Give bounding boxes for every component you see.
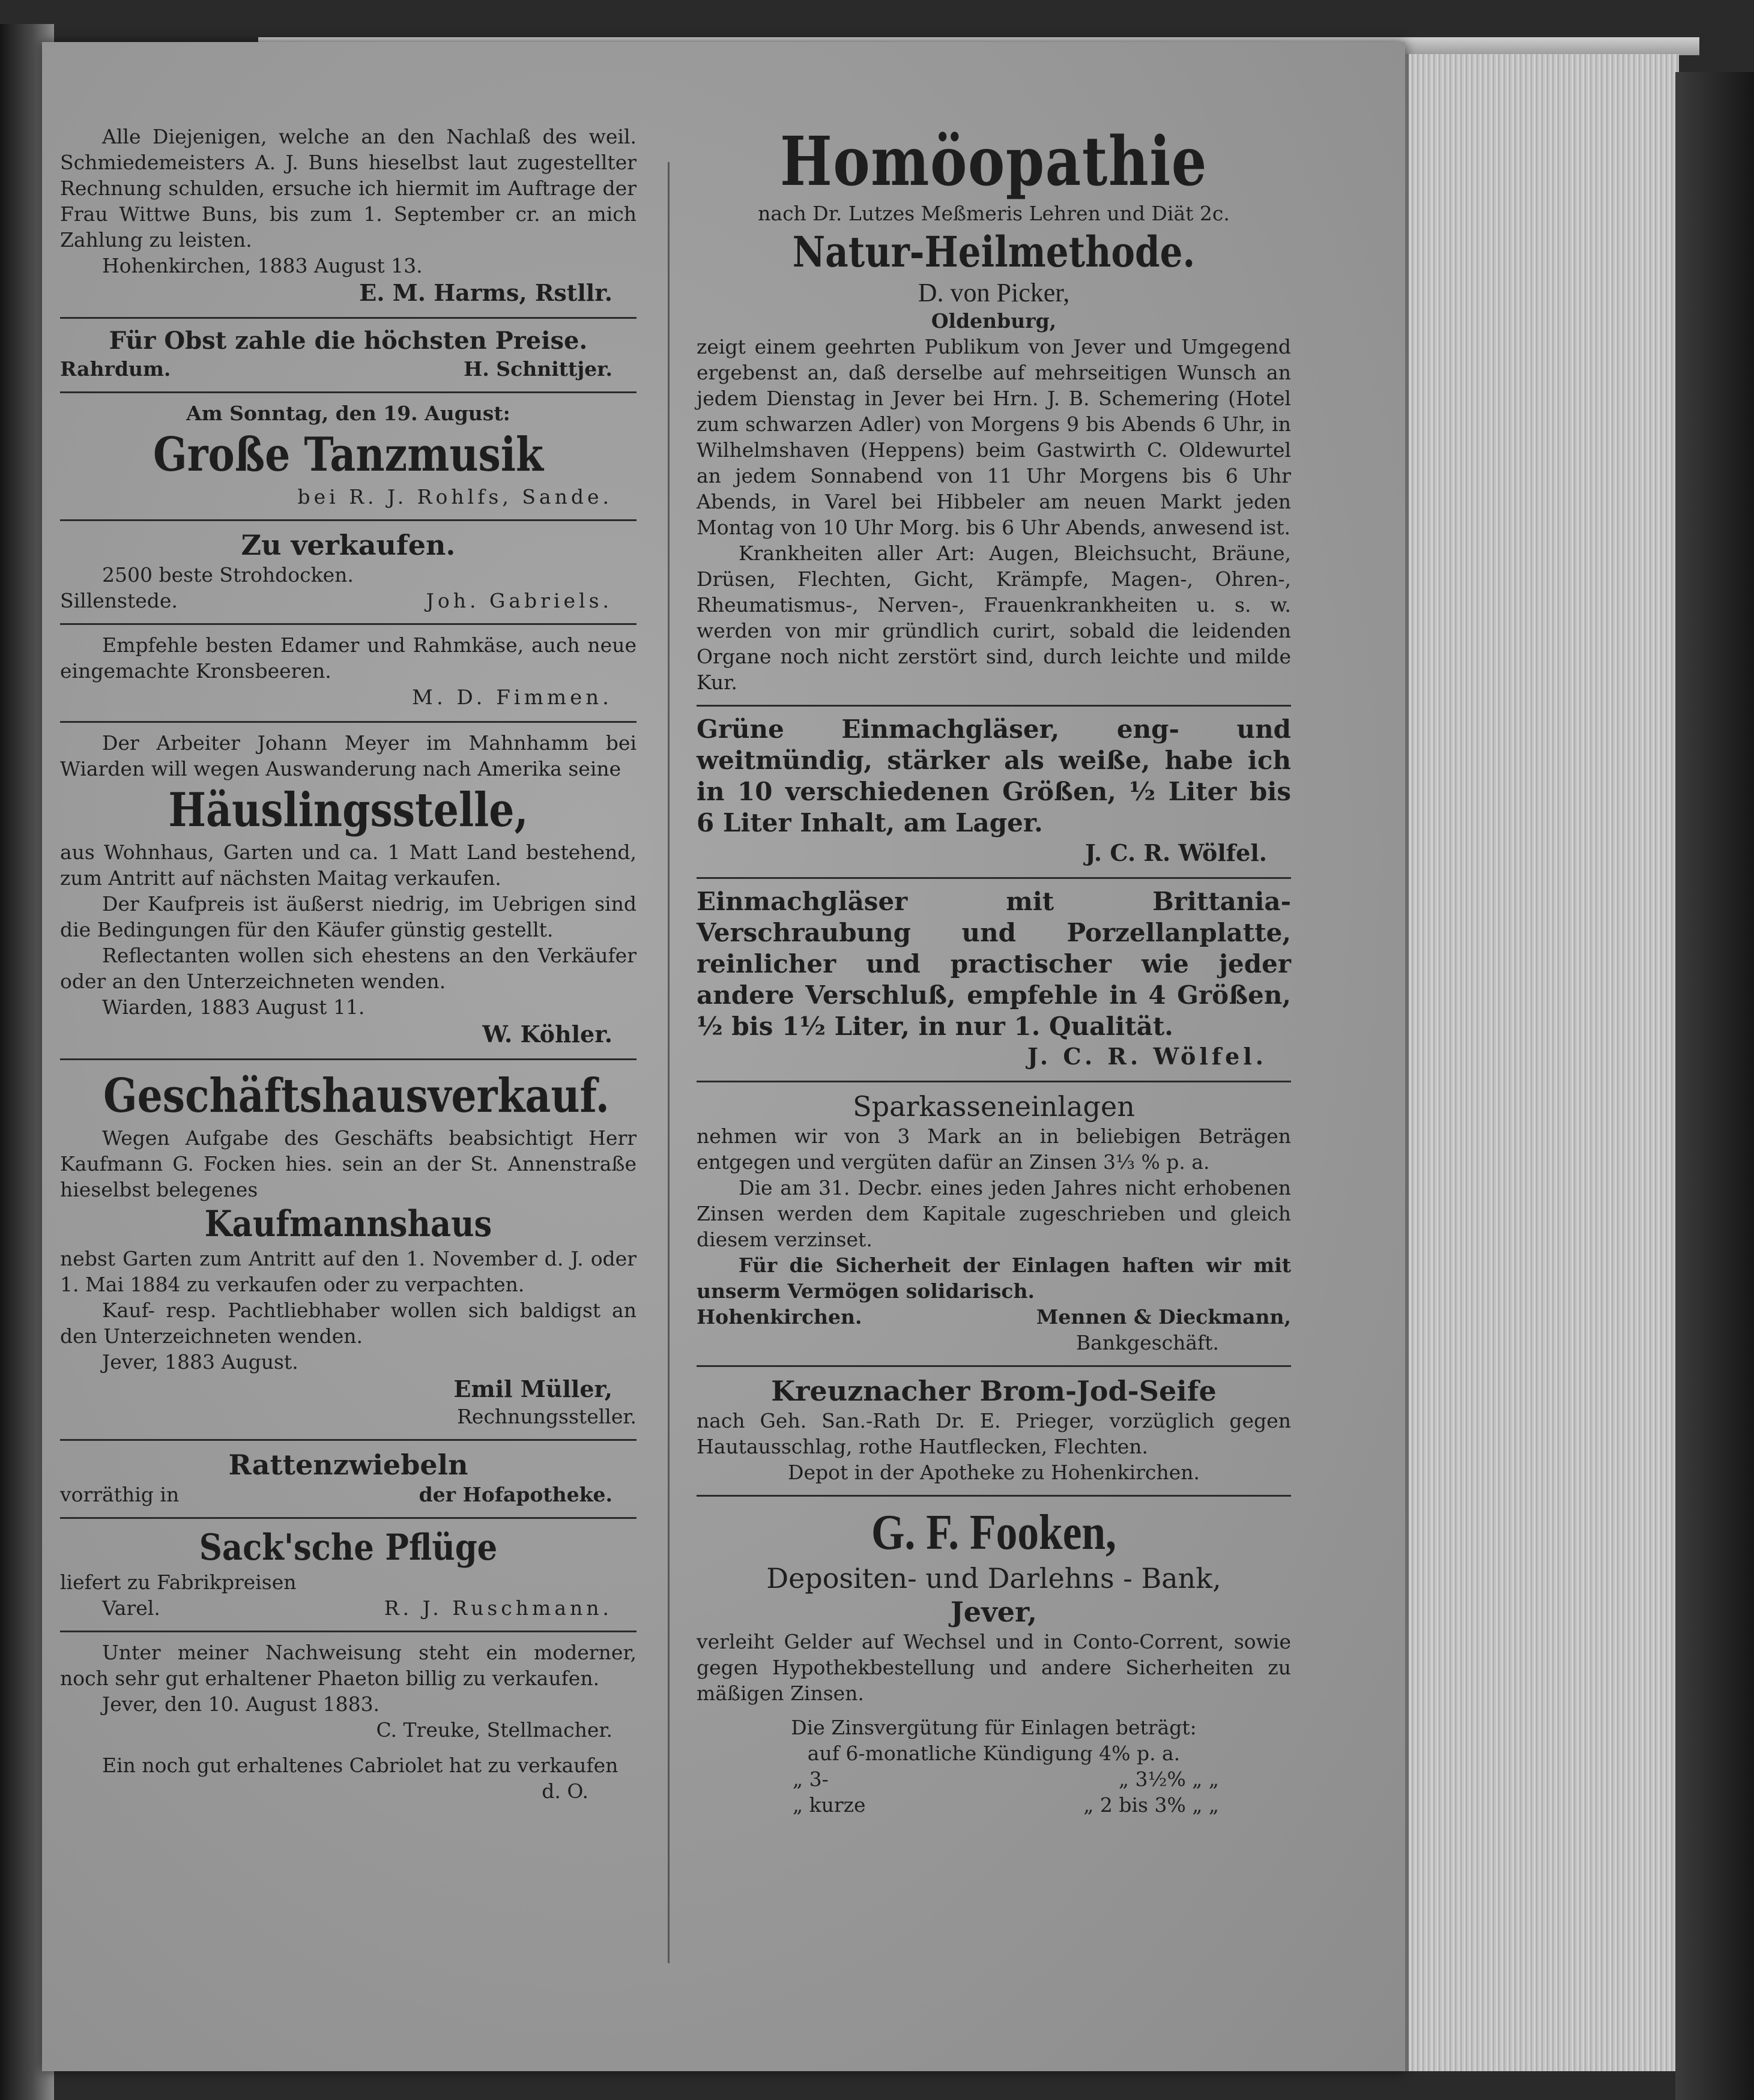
ad-zu-verkaufen: [60, 525, 637, 620]
ad-place-date: Jever, 1883 August.: [102, 1350, 298, 1374]
ad-text: Reflectanten wollen sich ehestens an den Verkäufer oder an den Unterzeichneten wenden.: [60, 944, 637, 993]
ad-cabriolet: [60, 1749, 637, 1810]
ad-item: 2500 beste Strohdocken.: [102, 563, 354, 587]
ad-name: C. Treuke, Stellmacher.: [376, 1718, 612, 1742]
ad-text: Grüne Einmachgläser, eng- und weitmündig, stärker als weiße, habe ich in 10 verschiedenen Größen, ½ Liter bis 6 Liter Inhalt, am Lager.: [697, 714, 1291, 837]
ad-place: Rahrdum.: [60, 357, 171, 381]
ad-rate-value: „ 2 bis 3% „ „: [1083, 1793, 1219, 1817]
ad-name: W. Köhler.: [482, 1021, 612, 1048]
ad-place: Varel.: [102, 1596, 160, 1620]
ad-tanzmusik: [60, 397, 637, 516]
ad-text: Empfehle besten Edamer und Rahmkäse, auch neue eingemachte Kronsbeeren.: [60, 633, 637, 683]
ad-headline: Für Obst zahle die höchsten Preise.: [109, 327, 588, 355]
left-column: [60, 120, 637, 1810]
ad-text: nach Geh. San.-Rath Dr. E. Prieger, vorzüglich gegen Hautausschlag, rothe Hautflecken, Flechten.: [697, 1409, 1291, 1458]
ad-separator: [697, 1495, 1291, 1497]
ad-rate-row: [697, 1766, 1291, 1792]
ad-rate-row: [697, 1792, 1291, 1818]
ad-separator: [697, 877, 1291, 879]
ad-title: Kreuznacher Brom-Jod-Seife: [771, 1375, 1217, 1407]
ad-separator: [60, 1631, 637, 1632]
ad-role: Bankgeschäft.: [1075, 1331, 1219, 1354]
ad-title: Geschäftshausverkauf.: [103, 1069, 609, 1123]
ad-text: zeigt einem geehrten Publikum von Jever und Umgegend ergebenst an, daß derselbe auf mehrseitigen Wunsch an jedem Dienstag in Jever bei Hrn. J. B. Schemering (Hotel zum schwarzen Adler) von Morgens 9 bis Abends 6 Uhr, in Wilhelmshaven (Heppens) beim Gastwirth C. Oldewurtel an jedem Sonnabend von 11 Uhr Morgens bis 6 Uhr Abends, in Varel bei Hibbeler am neuen Markt jeden Montag von 10 Uhr Morg. bis 6 Uhr Abends, anwesend ist.: [697, 335, 1291, 539]
ad-separator: [60, 1517, 637, 1519]
ad-rates-title: Die Zinsvergütung für Einlagen beträgt:: [791, 1716, 1197, 1739]
ad-name: H. Schnittjer.: [464, 357, 612, 381]
ad-text: Unter meiner Nachweisung steht ein moderner, noch sehr gut erhaltener Phaeton billig zu verkaufen.: [60, 1641, 637, 1690]
ad-sparkasse: [697, 1086, 1291, 1362]
ad-name: Mennen & Dieckmann,: [1036, 1305, 1291, 1329]
ad-rattenzwiebeln: [60, 1444, 637, 1513]
ad-phaeton: [60, 1636, 637, 1749]
ad-text: Alle Diejenigen, welche an den Nachlaß des weil. Schmiedemeisters A. J. Buns hieselbst laut zugestellter Rechnung schulden, ersuche ich hiermit im Auftrage der Frau Wittwe Buns, bis zum 1. September cr. an mich Zahlung zu leisten.: [60, 125, 637, 252]
ad-text: Der Kaufpreis ist äußerst niedrig, im Uebrigen sind die Bedingungen für den Käufer günstig gestellt.: [60, 892, 637, 941]
ad-name: Emil Müller,: [453, 1375, 612, 1402]
ad-name: J. C. R. Wölfel.: [1084, 839, 1267, 866]
ad-name: J. C. R. Wölfel.: [1027, 1043, 1267, 1070]
ad-intro: Der Arbeiter Johann Meyer im Mahnhamm bei Wiarden will wegen Auswanderung nach Amerika seine: [60, 731, 637, 780]
ad-homoeopathie: [697, 120, 1291, 701]
ad-einmachglaeser-brittania: [697, 883, 1291, 1077]
ad-title: G. F. Fooken,: [871, 1504, 1116, 1560]
ad-subtitle: Kaufmannshaus: [204, 1203, 492, 1245]
right-column: [697, 120, 1291, 1824]
ad-place: Hohenkirchen.: [697, 1305, 862, 1329]
ad-buns-estate: [60, 120, 637, 313]
ad-title: Häuslingsstelle,: [168, 783, 528, 837]
ad-pfluege: [60, 1522, 637, 1627]
ad-date: Am Sonntag, den 19. August:: [186, 402, 510, 425]
ad-text: aus Wohnhaus, Garten und ca. 1 Matt Land bestehend, zum Antritt auf nächsten Maitag verkaufen.: [60, 840, 637, 890]
ad-signature-row: [60, 1595, 637, 1621]
ad-text: Kauf- resp. Pachtliebhaber wollen sich baldigst an den Unterzeichneten wenden.: [60, 1299, 637, 1348]
ad-separator: [60, 721, 637, 723]
ad-sign: d. O.: [542, 1779, 588, 1803]
ad-fooken-bank: [697, 1500, 1291, 1824]
ad-separator: [60, 391, 637, 393]
ad-name: M. D. Fimmen.: [412, 686, 612, 710]
ad-rate: auf 6-monatliche Kündigung 4% p. a.: [807, 1742, 1181, 1765]
ad-text: Für die Sicherheit der Einlagen haften wir mit unserm Vermögen solidarisch.: [697, 1254, 1291, 1303]
ad-title: Homöopathie: [779, 122, 1208, 201]
ad-separator: [60, 623, 637, 625]
ad-depot: Depot in der Apotheke zu Hohenkirchen.: [788, 1461, 1200, 1484]
ad-signature-row: [60, 356, 637, 382]
ad-text: Ein noch gut erhaltenes Cabriolet hat zu verkaufen: [102, 1754, 618, 1777]
ad-text: nebst Garten zum Antritt auf den 1. November d. J. oder 1. Mai 1884 zu verkaufen oder zu verpachten.: [60, 1247, 637, 1296]
ad-subtitle: Depositen- und Darlehns - Bank,: [766, 1562, 1221, 1595]
ad-place-date: Hohenkirchen, 1883 August 13.: [102, 254, 423, 277]
ad-name: R. J. Ruschmann.: [384, 1596, 612, 1620]
ad-kaese: [60, 629, 637, 717]
ad-text: liefert zu Fabrikpreisen: [60, 1570, 297, 1594]
ad-role: Rechnungssteller.: [457, 1405, 637, 1428]
ad-rate-label: „ 3-: [793, 1767, 829, 1791]
ad-separator: [60, 317, 637, 319]
ad-title: Zu verkaufen.: [241, 529, 456, 561]
ad-signature-row: [60, 588, 637, 614]
ad-title: Sack'sche Pflüge: [199, 1527, 498, 1569]
ad-place: Sillenstede.: [60, 589, 178, 612]
ad-einmachglaeser-gruen: [697, 710, 1291, 873]
ad-separator: [697, 705, 1291, 707]
ad-haeuslingsstelle: [60, 726, 637, 1055]
page-stack-edges: [1405, 54, 1679, 2071]
ad-text: verleiht Gelder auf Wechsel und in Conto-Corrent, sowie gegen Hypothekbestellung und andere Sicherheiten zu mäßigen Zinsen.: [697, 1630, 1291, 1705]
ad-city: Oldenburg,: [931, 309, 1057, 333]
ad-place-date: Jever, den 10. August 1883.: [102, 1692, 380, 1716]
ad-name: Joh. Gabriels.: [426, 589, 612, 612]
ad-rate-label: „ kurze: [793, 1793, 866, 1817]
ad-title: Rattenzwiebeln: [228, 1449, 468, 1481]
ad-title: Sparkasseneinlagen: [853, 1090, 1135, 1123]
ad-title: Große Tanzmusik: [153, 427, 544, 482]
ad-rate-value: „ 3½% „ „: [1118, 1767, 1219, 1791]
ad-separator: [60, 1058, 637, 1060]
ad-signature-row: [697, 1304, 1291, 1330]
ad-separator: [60, 1439, 637, 1441]
ad-text-left: vorräthig in: [60, 1483, 180, 1506]
ad-city: Jever,: [951, 1596, 1037, 1628]
ad-separator: [697, 1365, 1291, 1367]
ad-signature: E. M. Harms, Rstllr.: [359, 279, 612, 306]
ad-text: Die am 31. Decbr. eines jeden Jahres nicht erhobenen Zinsen werden dem Kapitale zugeschrieben und gleich diesem verzinset.: [697, 1176, 1291, 1251]
ad-subtitle: Natur-Heilmethode.: [792, 227, 1196, 277]
ad-place-date: Wiarden, 1883 August 11.: [102, 995, 365, 1019]
ad-separator: [697, 1081, 1291, 1082]
ad-obst: [60, 322, 637, 388]
ad-signature-row: [60, 1482, 637, 1507]
ad-host: bei R. J. Rohlfs, Sande.: [297, 485, 612, 508]
ad-name: D. von Picker,: [918, 278, 1070, 307]
ad-text-right: der Hofapotheke.: [419, 1483, 612, 1506]
ad-separator: [60, 519, 637, 521]
book-shadow: [1675, 72, 1754, 2100]
ad-line: nach Dr. Lutzes Meßmeris Lehren und Diät 2c.: [758, 202, 1230, 225]
ad-geschaeftshaus: [60, 1064, 637, 1435]
ad-text: Einmachgläser mit Brittania-Verschraubung und Porzellanplatte, reinlicher und practischer wie jeder andere Verschluß, empfehle in 4 Größen, ½ bis 1½ Liter, in nur 1. Qualität.: [697, 887, 1291, 1041]
ad-text: Krankheiten aller Art: Augen, Bleichsucht, Bräune, Drüsen, Flechten, Gicht, Krämpfe, Magen-, Ohren-, Rheumatismus-, Nerven-, Frauenkrankheiten u. s. w. werden von mir gründlich curirt, sobald die leidenden Organe noch nicht zerstört sind, durch leichte und milde Kur.: [697, 542, 1291, 694]
ad-text: Wegen Aufgabe des Geschäfts beabsichtigt Herr Kaufmann G. Focken hies. sein an der St. Annenstraße hieselbst belegenes: [60, 1126, 637, 1201]
column-divider: [668, 162, 670, 1963]
ad-text: nehmen wir von 3 Mark an in beliebigen Beträgen entgegen und vergüten dafür an Zinsen 3⅓ % p. a.: [697, 1124, 1291, 1174]
ad-seife: [697, 1371, 1291, 1491]
